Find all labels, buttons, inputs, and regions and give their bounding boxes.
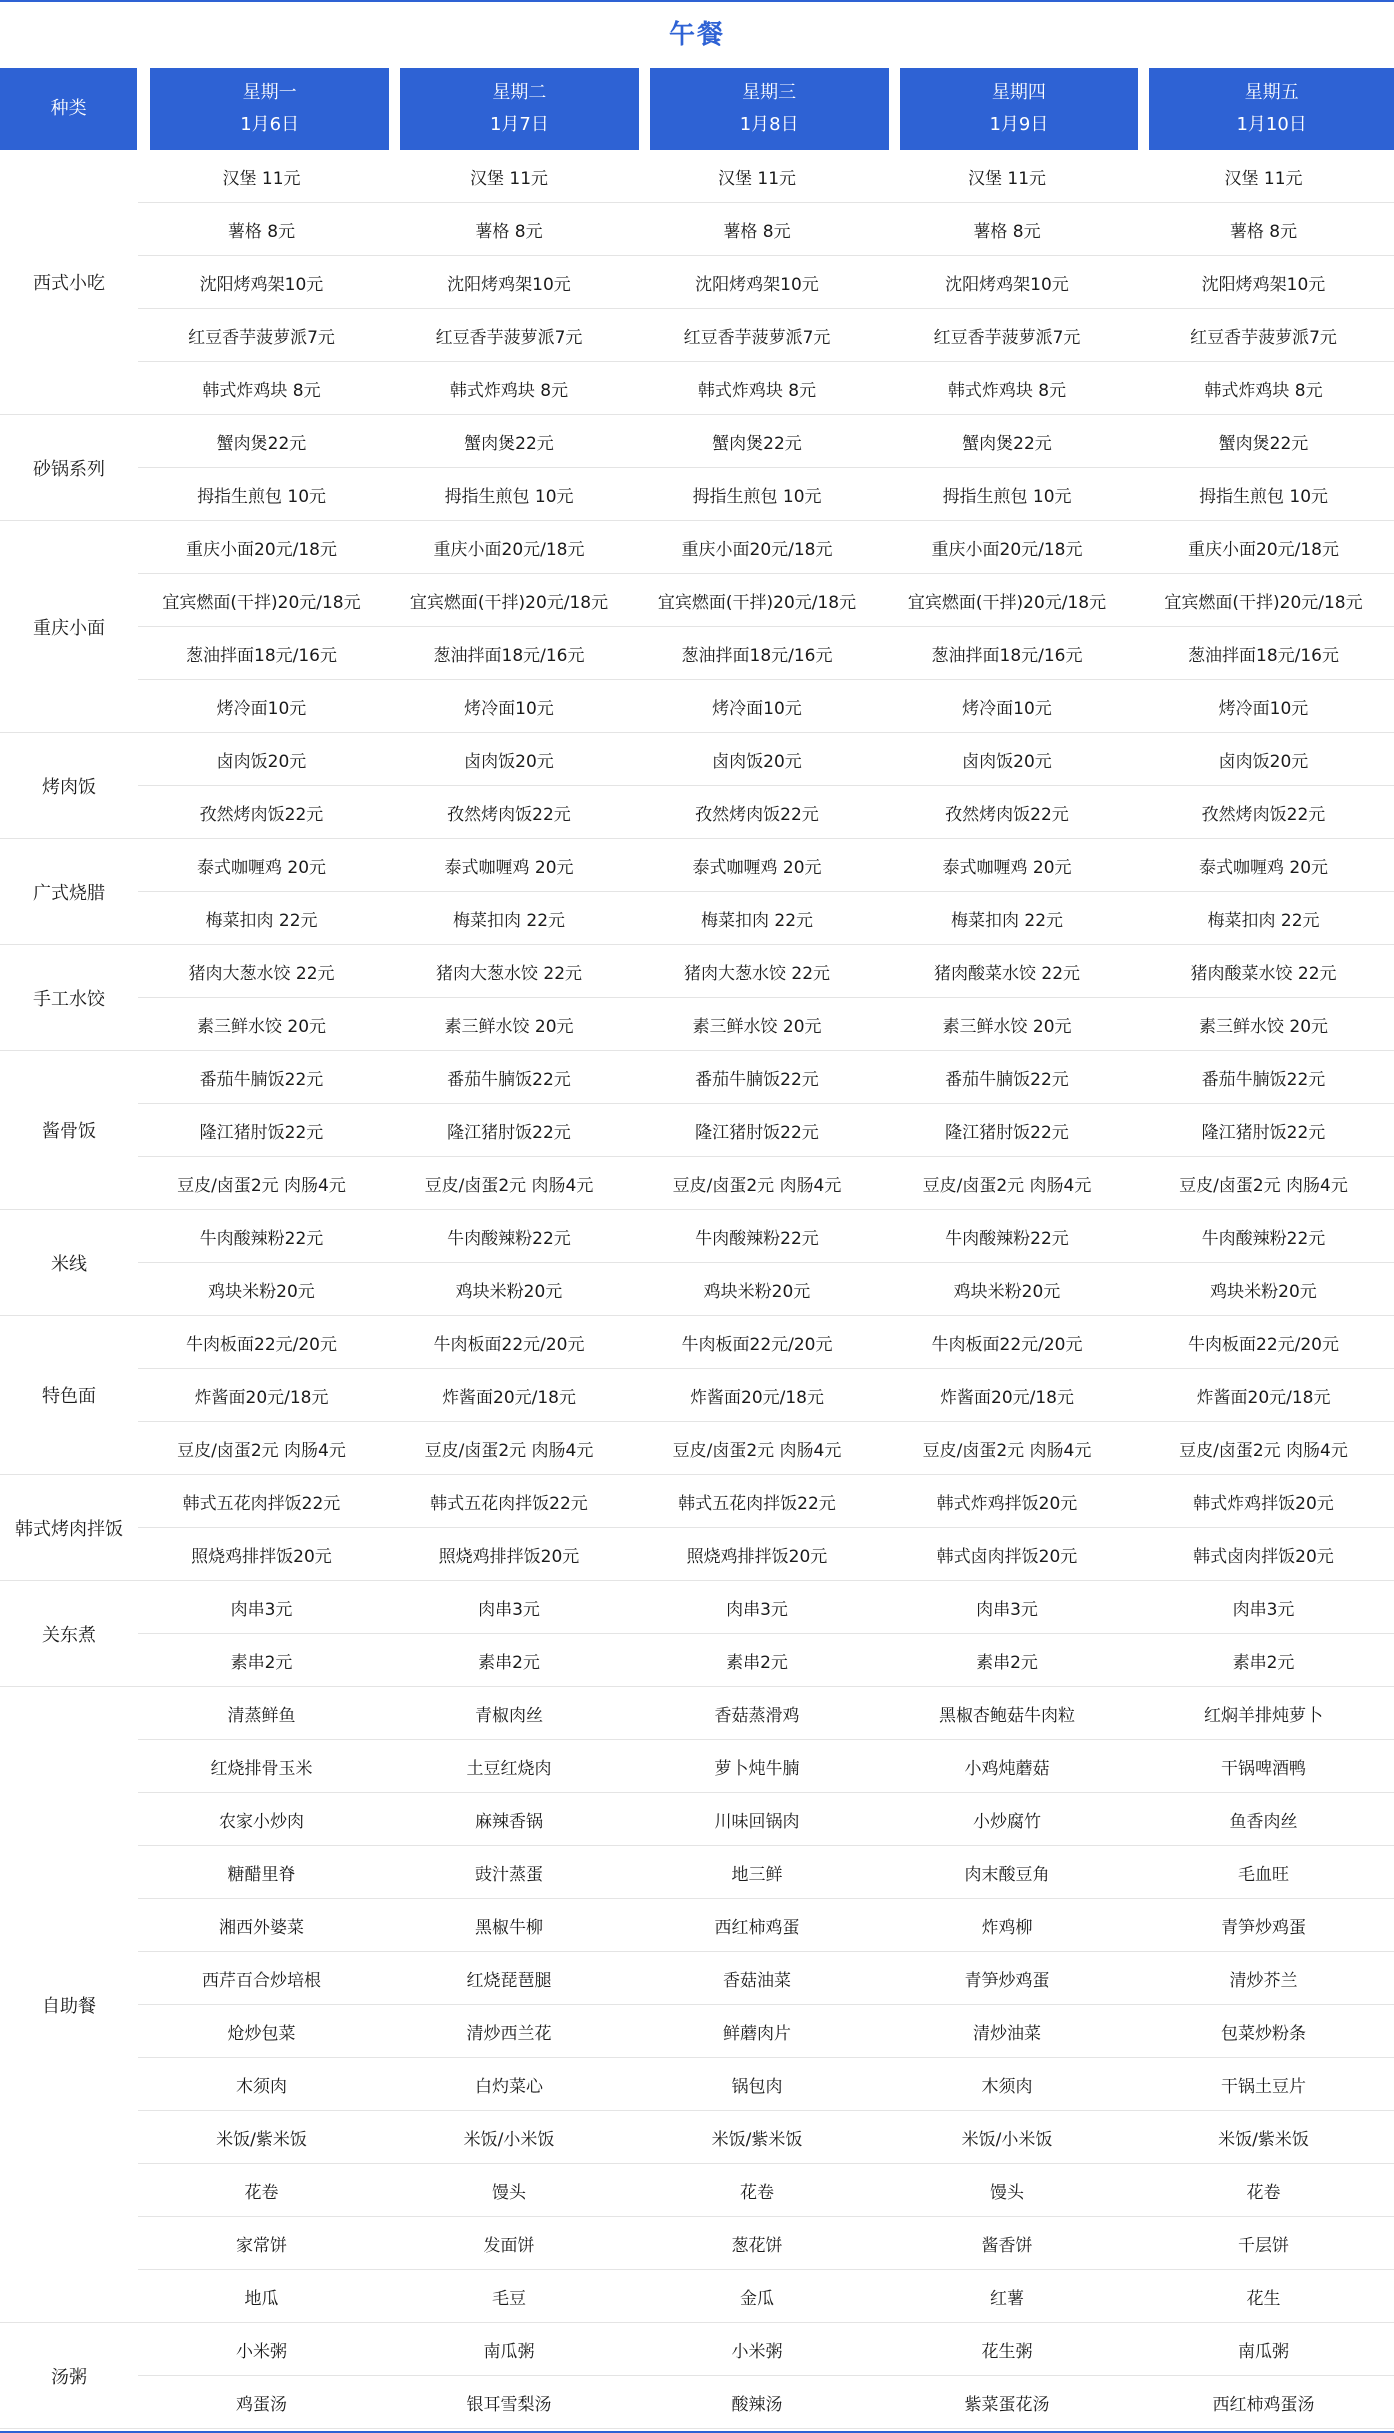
menu-item: 豉汁蒸蛋 [475, 1864, 543, 1885]
category-label: 酱骨饭 [0, 1051, 138, 1210]
menu-item: 蟹肉煲22元 [712, 433, 802, 454]
menu-table-body [0, 150, 1394, 2429]
menu-item: 隆江猪肘饭22元 [695, 1122, 819, 1143]
category-label: 特色面 [0, 1316, 138, 1475]
menu-item: 牛肉板面22元/20元 [433, 1334, 585, 1355]
menu-item: 花卷 [1246, 2182, 1281, 2203]
menu-item: 宜宾燃面(干拌)20元/18元 [162, 592, 361, 613]
header-date: 1月8日 [739, 114, 799, 135]
menu-item: 韩式卤肉拌饭20元 [1193, 1546, 1334, 1567]
menu-item: 豆皮/卤蛋2元 肉肠4元 [672, 1440, 842, 1461]
menu-item: 素串2元 [478, 1652, 540, 1673]
menu-item: 金瓜 [740, 2288, 774, 2309]
menu-item: 猪肉大葱水饺 22元 [683, 963, 831, 984]
menu-item: 番茄牛腩饭22元 [695, 1069, 819, 1090]
table-row [138, 2270, 1394, 2323]
menu-item: 糖醋里脊 [227, 1864, 296, 1885]
menu-item: 素三鲜水饺 20元 [196, 1016, 327, 1037]
menu-item: 红豆香芋菠萝派7元 [683, 327, 831, 348]
menu-item: 炸鸡柳 [981, 1917, 1033, 1938]
menu-item: 馒头 [990, 2182, 1024, 2203]
menu-item: 炸酱面20元/18元 [194, 1387, 329, 1408]
menu-item: 发面饼 [483, 2235, 535, 2256]
menu-item: 肉串3元 [230, 1599, 293, 1620]
menu-item: 薯格 8元 [475, 221, 543, 242]
menu-item: 隆江猪肘饭22元 [447, 1122, 571, 1143]
menu-item: 红豆香芋菠萝派7元 [435, 327, 583, 348]
table-row [138, 1475, 1394, 1528]
menu-item: 葱油拌面18元/16元 [681, 645, 833, 666]
menu-item: 汉堡 11元 [469, 168, 549, 189]
menu-item: 烤冷面10元 [962, 698, 1052, 719]
table-row [138, 2217, 1394, 2270]
table-row [138, 680, 1394, 733]
menu-item: 红焖羊排炖萝卜 [1204, 1705, 1323, 1726]
menu-item: 湘西外婆菜 [219, 1917, 304, 1938]
menu-item: 照烧鸡排拌饭20元 [191, 1546, 332, 1567]
menu-item: 猪肉大葱水饺 22元 [435, 963, 583, 984]
menu-item: 沈阳烤鸡架10元 [1201, 274, 1326, 295]
menu-item: 素三鲜水饺 20元 [1198, 1016, 1329, 1037]
table-row [138, 521, 1394, 574]
menu-item: 梅菜扣肉 22元 [452, 910, 566, 931]
menu-item: 汉堡 11元 [1224, 168, 1303, 189]
menu-item: 香菇油菜 [723, 1970, 791, 1991]
menu-item: 肉末酸豆角 [964, 1864, 1050, 1885]
menu-item: 家常饼 [236, 2235, 287, 2256]
table-row [138, 1899, 1394, 1952]
menu-item: 豆皮/卤蛋2元 肉肠4元 [672, 1175, 842, 1196]
menu-item: 素三鲜水饺 20元 [692, 1016, 822, 1037]
menu-item: 猪肉酸菜水饺 22元 [933, 963, 1081, 984]
table-row [138, 1952, 1394, 2005]
menu-item: 小炒腐竹 [973, 1811, 1041, 1832]
menu-item: 重庆小面20元/18元 [186, 539, 337, 560]
menu-item: 红豆香芋菠萝派7元 [933, 327, 1081, 348]
menu-item: 豆皮/卤蛋2元 肉肠4元 [1179, 1175, 1348, 1196]
table-row [138, 892, 1394, 945]
menu-item: 泰式咖喱鸡 20元 [196, 857, 327, 878]
menu-item: 梅菜扣肉 22元 [700, 910, 814, 931]
menu-item: 烤冷面10元 [1218, 698, 1309, 719]
menu-item: 牛肉板面22元/20元 [931, 1334, 1083, 1355]
menu-item: 韩式五花肉拌饭22元 [430, 1493, 588, 1514]
menu-item: 黑椒牛柳 [475, 1917, 543, 1938]
table-row [138, 627, 1394, 680]
menu-item: 孜然烤肉饭22元 [945, 804, 1069, 825]
menu-item: 肉串3元 [976, 1599, 1038, 1620]
table-row [138, 1581, 1394, 1634]
header-weekday: 星期五 [1244, 82, 1299, 103]
menu-item: 地瓜 [244, 2288, 279, 2309]
menu-item: 拇指生煎包 10元 [444, 486, 574, 507]
menu-item: 小米粥 [731, 2341, 783, 2362]
menu-item: 重庆小面20元/18元 [1188, 539, 1339, 560]
menu-item: 葱油拌面18元/16元 [433, 645, 585, 666]
menu-item: 西红柿鸡蛋 [714, 1917, 800, 1938]
header-day-2 [400, 68, 639, 150]
table-row [138, 1316, 1394, 1369]
menu-item: 花卷 [740, 2182, 774, 2203]
menu-item: 木须肉 [981, 2076, 1033, 2097]
menu-item: 米饭/小米饭 [961, 2129, 1053, 2150]
menu-item: 炝炒包菜 [227, 2023, 296, 2044]
menu-item: 薯格 8元 [973, 221, 1041, 242]
header-day-5 [1149, 68, 1394, 150]
menu-item: 白灼菜心 [475, 2076, 543, 2097]
menu-item: 韩式炸鸡块 8元 [947, 380, 1067, 401]
menu-item: 清炒油菜 [973, 2023, 1041, 2044]
menu-item: 拇指生煎包 10元 [1198, 486, 1329, 507]
category-label: 烤肉饭 [0, 733, 138, 839]
menu-item: 鸡块米粉20元 [1210, 1281, 1317, 1302]
table-row [138, 998, 1394, 1051]
category-label: 米线 [0, 1210, 138, 1316]
table-row [138, 574, 1394, 627]
menu-item: 拇指生煎包 10元 [692, 486, 822, 507]
menu-item: 沈阳烤鸡架10元 [447, 274, 571, 295]
menu-item: 小鸡炖蘑菇 [964, 1758, 1050, 1779]
menu-item: 泰式咖喱鸡 20元 [942, 857, 1072, 878]
menu-item: 隆江猪肘饭22元 [1201, 1122, 1326, 1143]
menu-item: 重庆小面20元/18元 [931, 539, 1083, 560]
menu-item: 素串2元 [230, 1652, 293, 1673]
table-row [138, 468, 1394, 521]
menu-item: 肉串3元 [1232, 1599, 1295, 1620]
menu-item: 拇指生煎包 10元 [942, 486, 1072, 507]
menu-item: 花卷 [244, 2182, 279, 2203]
menu-item: 黑椒杏鲍菇牛肉粒 [939, 1705, 1075, 1726]
menu-item: 清炒西兰花 [466, 2023, 552, 2044]
menu-item: 番茄牛腩饭22元 [199, 1069, 324, 1090]
table-row [138, 256, 1394, 309]
menu-item: 红豆香芋菠萝派7元 [188, 327, 335, 348]
menu-item: 韩式炸鸡块 8元 [697, 380, 817, 401]
menu-item: 红豆香芋菠萝派7元 [1190, 327, 1337, 348]
menu-item: 梅菜扣肉 22元 [1207, 910, 1320, 931]
menu-item: 隆江猪肘饭22元 [945, 1122, 1069, 1143]
menu-item: 卤肉饭20元 [464, 751, 554, 772]
table-row [138, 1422, 1394, 1475]
table-row [138, 1846, 1394, 1899]
menu-item: 清炒芥兰 [1229, 1970, 1298, 1991]
menu-item: 宜宾燃面(干拌)20元/18元 [409, 592, 609, 613]
menu-item: 猪肉大葱水饺 22元 [188, 963, 335, 984]
menu-item: 素三鲜水饺 20元 [942, 1016, 1072, 1037]
category-label: 关东煮 [0, 1581, 138, 1687]
header-weekday: 星期二 [492, 82, 547, 103]
menu-item: 毛血旺 [1238, 1864, 1289, 1885]
menu-item: 沈阳烤鸡架10元 [695, 274, 819, 295]
menu-item: 素串2元 [1232, 1652, 1295, 1673]
table-row [138, 203, 1394, 256]
menu-item: 孜然烤肉饭22元 [447, 804, 571, 825]
menu-item: 鸡块米粉20元 [953, 1281, 1061, 1302]
category-label: 汤粥 [0, 2323, 138, 2429]
category-label: 韩式烤肉拌饭 [0, 1475, 138, 1581]
menu-item: 地三鲜 [731, 1864, 783, 1885]
header-weekday: 星期四 [991, 82, 1046, 103]
menu-item: 炸酱面20元/18元 [1196, 1387, 1331, 1408]
menu-item: 鸡块米粉20元 [208, 1281, 315, 1302]
menu-item: 木须肉 [236, 2076, 287, 2097]
menu-item: 西芹百合炒培根 [202, 1970, 321, 1991]
menu-item: 卤肉饭20元 [216, 751, 307, 772]
menu-item: 鱼香肉丝 [1229, 1811, 1298, 1832]
menu-item: 香菇蒸滑鸡 [714, 1705, 800, 1726]
menu-item: 番茄牛腩饭22元 [945, 1069, 1069, 1090]
menu-item: 泰式咖喱鸡 20元 [444, 857, 574, 878]
menu-item: 番茄牛腩饭22元 [1201, 1069, 1326, 1090]
menu-item: 青椒肉丝 [475, 1705, 543, 1726]
menu-item: 孜然烤肉饭22元 [1201, 804, 1326, 825]
menu-item: 蟹肉煲22元 [1218, 433, 1309, 454]
menu-item: 馒头 [492, 2182, 526, 2203]
menu-item: 薯格 8元 [1229, 221, 1298, 242]
menu-item: 紫菜蛋花汤 [964, 2394, 1050, 2415]
menu-item: 牛肉酸辣粉22元 [945, 1228, 1069, 1249]
table-row [138, 1051, 1394, 1104]
category-label: 自助餐 [0, 1687, 138, 2323]
header-day-4 [900, 68, 1139, 150]
menu-item: 南瓜粥 [483, 2341, 535, 2362]
table-row [138, 2164, 1394, 2217]
menu-item: 毛豆 [492, 2288, 526, 2309]
menu-item: 千层饼 [1238, 2235, 1289, 2256]
menu-item: 烤冷面10元 [464, 698, 554, 719]
menu-item: 鸡蛋汤 [236, 2394, 287, 2415]
menu-item: 韩式五花肉拌饭22元 [678, 1493, 836, 1514]
menu-item: 农家小炒肉 [219, 1811, 304, 1832]
menu-item: 梅菜扣肉 22元 [950, 910, 1064, 931]
menu-item: 韩式炸鸡拌饭20元 [936, 1493, 1078, 1514]
menu-item: 小米粥 [236, 2341, 287, 2362]
menu-item: 照烧鸡排拌饭20元 [438, 1546, 580, 1567]
table-header [0, 68, 1394, 150]
menu-item: 牛肉酸辣粉22元 [695, 1228, 819, 1249]
menu-item: 包菜炒粉条 [1221, 2023, 1306, 2044]
menu-item: 薯格 8元 [227, 221, 296, 242]
header-category [0, 68, 137, 150]
menu-item: 重庆小面20元/18元 [681, 539, 833, 560]
table-row [138, 1157, 1394, 1210]
menu-item: 葱油拌面18元/16元 [186, 645, 337, 666]
menu-item: 红烧琵琶腿 [466, 1970, 552, 1991]
menu-item: 韩式炸鸡块 8元 [449, 380, 569, 401]
table-row [138, 733, 1394, 786]
menu-item: 沈阳烤鸡架10元 [199, 274, 324, 295]
menu-item: 青笋炒鸡蛋 [1221, 1917, 1306, 1938]
menu-item: 炸酱面20元/18元 [690, 1387, 824, 1408]
menu-item: 牛肉酸辣粉22元 [199, 1228, 324, 1249]
menu-item: 锅包肉 [731, 2076, 783, 2097]
menu-item: 肉串3元 [478, 1599, 540, 1620]
menu-item: 素串2元 [976, 1652, 1038, 1673]
menu-item: 干锅啤酒鸭 [1221, 1758, 1306, 1779]
header-category-label: 种类 [50, 98, 87, 119]
table-row [138, 839, 1394, 892]
table-row [138, 1369, 1394, 1422]
menu-item: 拇指生煎包 10元 [196, 486, 327, 507]
menu-item: 重庆小面20元/18元 [433, 539, 585, 560]
menu-item: 红薯 [990, 2288, 1024, 2309]
menu-item: 鲜蘑肉片 [723, 2023, 791, 2044]
menu-item: 南瓜粥 [1238, 2341, 1289, 2362]
menu-item: 汉堡 11元 [717, 168, 797, 189]
menu-item: 沈阳烤鸡架10元 [945, 274, 1069, 295]
menu-item: 宜宾燃面(干拌)20元/18元 [1164, 592, 1363, 613]
table-row [138, 2323, 1394, 2376]
menu-item: 青笋炒鸡蛋 [964, 1970, 1050, 1991]
category-label: 手工水饺 [0, 945, 138, 1051]
menu-item: 韩式卤肉拌饭20元 [936, 1546, 1078, 1567]
menu-item: 豆皮/卤蛋2元 肉肠4元 [922, 1175, 1092, 1196]
menu-item: 韩式炸鸡块 8元 [1204, 380, 1323, 401]
menu-item: 米饭/紫米饭 [711, 2129, 803, 2150]
menu-item: 米饭/紫米饭 [1218, 2129, 1309, 2150]
menu-item: 花生粥 [981, 2341, 1033, 2362]
menu-item: 银耳雪梨汤 [466, 2394, 552, 2415]
menu-item: 汉堡 11元 [222, 168, 301, 189]
menu-grid [138, 150, 1394, 2429]
menu-item: 豆皮/卤蛋2元 肉肠4元 [1179, 1440, 1348, 1461]
menu-item: 牛肉板面22元/20元 [1188, 1334, 1339, 1355]
table-row [138, 1634, 1394, 1687]
table-row [138, 2111, 1394, 2164]
table-row [138, 1263, 1394, 1316]
menu-item: 孜然烤肉饭22元 [695, 804, 819, 825]
menu-item: 韩式五花肉拌饭22元 [182, 1493, 341, 1514]
table-row [138, 1210, 1394, 1263]
menu-item: 葱油拌面18元/16元 [1188, 645, 1339, 666]
header-weekday: 星期三 [742, 82, 797, 103]
header-date: 1月10日 [1236, 114, 1307, 135]
menu-item: 豆皮/卤蛋2元 肉肠4元 [177, 1440, 346, 1461]
menu-item: 蟹肉煲22元 [216, 433, 307, 454]
menu-item: 韩式炸鸡块 8元 [202, 380, 321, 401]
table-row [138, 2058, 1394, 2111]
category-label: 西式小吃 [0, 150, 138, 415]
menu-item: 宜宾燃面(干拌)20元/18元 [657, 592, 857, 613]
menu-item: 麻辣香锅 [475, 1811, 543, 1832]
page-title: 午餐 [668, 20, 725, 50]
menu-item: 泰式咖喱鸡 20元 [692, 857, 822, 878]
table-row [138, 2376, 1394, 2429]
table-row [138, 415, 1394, 468]
category-label: 重庆小面 [0, 521, 138, 733]
menu-item: 卤肉饭20元 [1218, 751, 1309, 772]
table-row [138, 1528, 1394, 1581]
menu-item: 牛肉板面22元/20元 [681, 1334, 833, 1355]
menu-item: 豆皮/卤蛋2元 肉肠4元 [424, 1440, 594, 1461]
menu-item: 炸酱面20元/18元 [940, 1387, 1074, 1408]
menu-item: 豆皮/卤蛋2元 肉肠4元 [424, 1175, 594, 1196]
menu-item: 汉堡 11元 [967, 168, 1047, 189]
menu-item: 照烧鸡排拌饭20元 [686, 1546, 828, 1567]
menu-item: 葱花饼 [731, 2235, 783, 2256]
menu-item: 土豆红烧肉 [466, 1758, 552, 1779]
menu-item: 烤冷面10元 [216, 698, 307, 719]
menu-item: 酸辣汤 [731, 2394, 783, 2415]
table-row [138, 786, 1394, 839]
menu-item: 番茄牛腩饭22元 [447, 1069, 571, 1090]
table-row [138, 309, 1394, 362]
menu-item: 牛肉酸辣粉22元 [1201, 1228, 1326, 1249]
menu-item: 蟹肉煲22元 [464, 433, 554, 454]
menu-item: 鸡块米粉20元 [455, 1281, 563, 1302]
menu-item: 孜然烤肉饭22元 [199, 804, 324, 825]
menu-item: 清蒸鲜鱼 [227, 1705, 296, 1726]
header-date: 1月6日 [240, 114, 300, 135]
category-label: 砂锅系列 [0, 415, 138, 521]
menu-item: 豆皮/卤蛋2元 肉肠4元 [922, 1440, 1092, 1461]
menu-item: 素三鲜水饺 20元 [444, 1016, 574, 1037]
table-row [138, 1687, 1394, 1740]
menu-item: 卤肉饭20元 [962, 751, 1052, 772]
header-date: 1月7日 [489, 114, 549, 135]
category-column [0, 150, 138, 2429]
menu-item: 酱香饼 [981, 2235, 1033, 2256]
menu-item: 泰式咖喱鸡 20元 [1198, 857, 1329, 878]
table-row [138, 2005, 1394, 2058]
menu-item: 肉串3元 [726, 1599, 788, 1620]
menu-item: 萝卜炖牛腩 [714, 1758, 800, 1779]
category-label: 广式烧腊 [0, 839, 138, 945]
menu-item: 川味回锅肉 [714, 1811, 800, 1832]
table-row [138, 1793, 1394, 1846]
header-date: 1月9日 [989, 114, 1049, 135]
header-day-3 [650, 68, 889, 150]
menu-item: 米饭/小米饭 [463, 2129, 555, 2150]
menu-item: 干锅土豆片 [1221, 2076, 1306, 2097]
menu-item: 炸酱面20元/18元 [442, 1387, 576, 1408]
menu-item: 猪肉酸菜水饺 22元 [1190, 963, 1337, 984]
table-row [138, 150, 1394, 203]
table-row [138, 1104, 1394, 1157]
menu-item: 素串2元 [726, 1652, 788, 1673]
menu-item: 蟹肉煲22元 [962, 433, 1052, 454]
menu-item: 豆皮/卤蛋2元 肉肠4元 [177, 1175, 346, 1196]
menu-item: 鸡块米粉20元 [703, 1281, 811, 1302]
menu-item: 牛肉酸辣粉22元 [447, 1228, 571, 1249]
menu-item: 隆江猪肘饭22元 [199, 1122, 324, 1143]
menu-item: 宜宾燃面(干拌)20元/18元 [907, 592, 1107, 613]
menu-item: 韩式炸鸡拌饭20元 [1193, 1493, 1334, 1514]
header-weekday: 星期一 [242, 82, 297, 103]
header-day-1 [150, 68, 389, 150]
menu-item: 葱油拌面18元/16元 [931, 645, 1083, 666]
menu-item: 花生 [1246, 2288, 1281, 2309]
menu-item: 梅菜扣肉 22元 [205, 910, 318, 931]
table-row [138, 945, 1394, 998]
menu-item: 烤冷面10元 [712, 698, 802, 719]
menu-item: 薯格 8元 [723, 221, 791, 242]
menu-item: 牛肉板面22元/20元 [186, 1334, 337, 1355]
menu-item: 卤肉饭20元 [712, 751, 802, 772]
menu-item: 西红柿鸡蛋汤 [1212, 2394, 1315, 2415]
table-row [138, 362, 1394, 415]
menu-item: 米饭/紫米饭 [216, 2129, 307, 2150]
menu-item: 红烧排骨玉米 [210, 1758, 313, 1779]
table-row [138, 1740, 1394, 1793]
